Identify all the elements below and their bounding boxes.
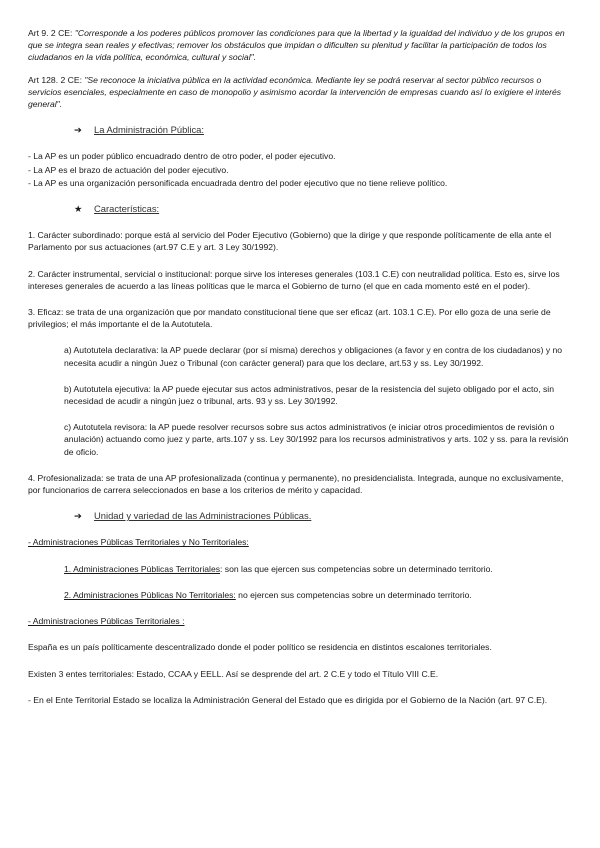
paragraph: España es un país políticamente descentralizado donde el poder político se residencia en distintos escalones territoriales. xyxy=(28,642,492,653)
heading-administracion-publica xyxy=(74,124,576,136)
caracteristica-item: 4. Profesionalizada: se trata de una AP profesionalizada (continua y permanente), no presidencialista. Integrada, aunque no exclusivamente, por funcionarios de carrera seleccionados en base a los criterios de mérito y capacidad. xyxy=(28,472,564,496)
document-page xyxy=(28,27,576,706)
caracteristica-item: 1. Carácter subordinado: porque está al servicio del Poder Ejecutivo (Gobierno) que la dirige y que responde políticamente de ella ante el Parlamento por sus actuaciones (art.97 C.E y art. 3 Ley 30/1992). xyxy=(28,230,552,253)
heading-label: La Administración Pública: xyxy=(94,124,204,136)
subheading-territoriales: - Administraciones Públicas Territoriales : xyxy=(28,616,185,627)
subheading-territoriales-no-territoriales: - Administraciones Públicas Territoriales y No Territoriales: xyxy=(28,537,249,548)
ap-line: - La AP es el brazo de actuación del poder ejecutivo. xyxy=(28,164,229,175)
ap-line: - La AP es un poder público encuadrado dentro de otro poder, el poder ejecutivo. xyxy=(28,151,336,162)
definition-term: 1. Administraciones Públicas Territoriales xyxy=(64,563,221,574)
definition-no-territoriales xyxy=(64,589,576,601)
definition-text: : son las que ejercen sus competencias sobre un determinado territorio. xyxy=(220,563,493,574)
autotutela-item: c) Autotutela revisora: la AP puede resolver recursos sobre sus actos administrativos (e iniciar otros procedimientos de revisión o anulación) actuando como juez y parte, arts.107 y ss. Ley 30/1992 para los recursos administrativos y arts. 102 y ss. para la revisión de oficio. xyxy=(64,422,569,457)
heading-caracteristicas xyxy=(74,203,576,215)
arrow-icon: ➔ xyxy=(74,124,82,136)
quote-art-128 xyxy=(28,74,576,111)
paragraph: Existen 3 entes territoriales: Estado, CCAA y EELL. Así se desprende del art. 2 C.E y todo el Título VIII C.E. xyxy=(28,668,439,679)
quote-ref: Art 128. 2 CE: xyxy=(28,74,82,85)
quote-art-9 xyxy=(28,27,576,64)
quote-ref: Art 9. 2 CE: xyxy=(28,28,73,38)
arrow-icon: ➔ xyxy=(74,510,82,522)
quote-text: "Corresponde a los poderes públicos promover las condiciones para que la libertad y la igualdad del individuo y de los grupos en que se integra sean reales y efectivas; remover los obstáculos que impidan o dificulten su plenitud y facilitar la participación de todos los ciudadanos en la vida política, económica, cultural y social". xyxy=(28,28,565,63)
quote-text: "Se reconoce la iniciativa pública en la actividad económica. Mediante ley se podrá reservar al sector público recursos o servicios esenciales, especialmente en caso de monopolio y asimismo acordar la intervención de empresas cuando así lo exigiere el interés general". xyxy=(28,74,562,110)
definition-territoriales xyxy=(64,563,576,575)
heading-unidad-variedad xyxy=(74,510,576,522)
definition-term: 2. Administraciones Públicas No Territoriales: xyxy=(64,589,236,600)
paragraph: - En el Ente Territorial Estado se localiza la Administración General del Estado que es dirigida por el Gobierno de la Nación (art. 97 C.E). xyxy=(28,694,548,705)
autotutela-item: a) Autotutela declarativa: la AP puede declarar (por sí misma) derechos y obligaciones (a favor y en contra de los ciudadanos) y no necesita acudir a ningún Juez o Tribunal (con carácter general) para que los declare, art.53 y ss. Ley 30/1992. xyxy=(64,345,563,368)
ap-line: - La AP es una organización personificada encuadrada dentro del poder ejecutivo que no tiene relieve político. xyxy=(28,177,448,188)
star-icon: ★ xyxy=(74,203,83,215)
heading-label: Unidad y variedad de las Administraciones Públicas. xyxy=(94,510,312,522)
caracteristica-item: 2. Carácter instrumental, servicial o institucional: porque sirve los intereses generales (103.1 C.E) con neutralidad política. Esto es, sirve los intereses generales de acuerdo a las líneas políticas que le marca el Gobierno de turno (el que en cada momento esté en el poder). xyxy=(28,268,560,291)
definition-text: no ejercen sus competencias sobre un determinado territorio. xyxy=(235,589,472,600)
heading-label: Características: xyxy=(94,203,160,215)
caracteristica-item: 3. Eficaz: se trata de una organización que por mandato constitucional tiene que ser eficaz (art. 103.1 C.E). Por ello goza de una serie de privilegios; el más importante el de la Autotutela. xyxy=(28,307,551,330)
autotutela-item: b) Autotutela ejecutiva: la AP puede ejecutar sus actos administrativos, pesar de la resistencia del sujeto obligado por el acto, sin necesidad de acudir a ningún juez o tribunal, arts. 93 y ss. Ley 30/1992. xyxy=(64,383,554,407)
